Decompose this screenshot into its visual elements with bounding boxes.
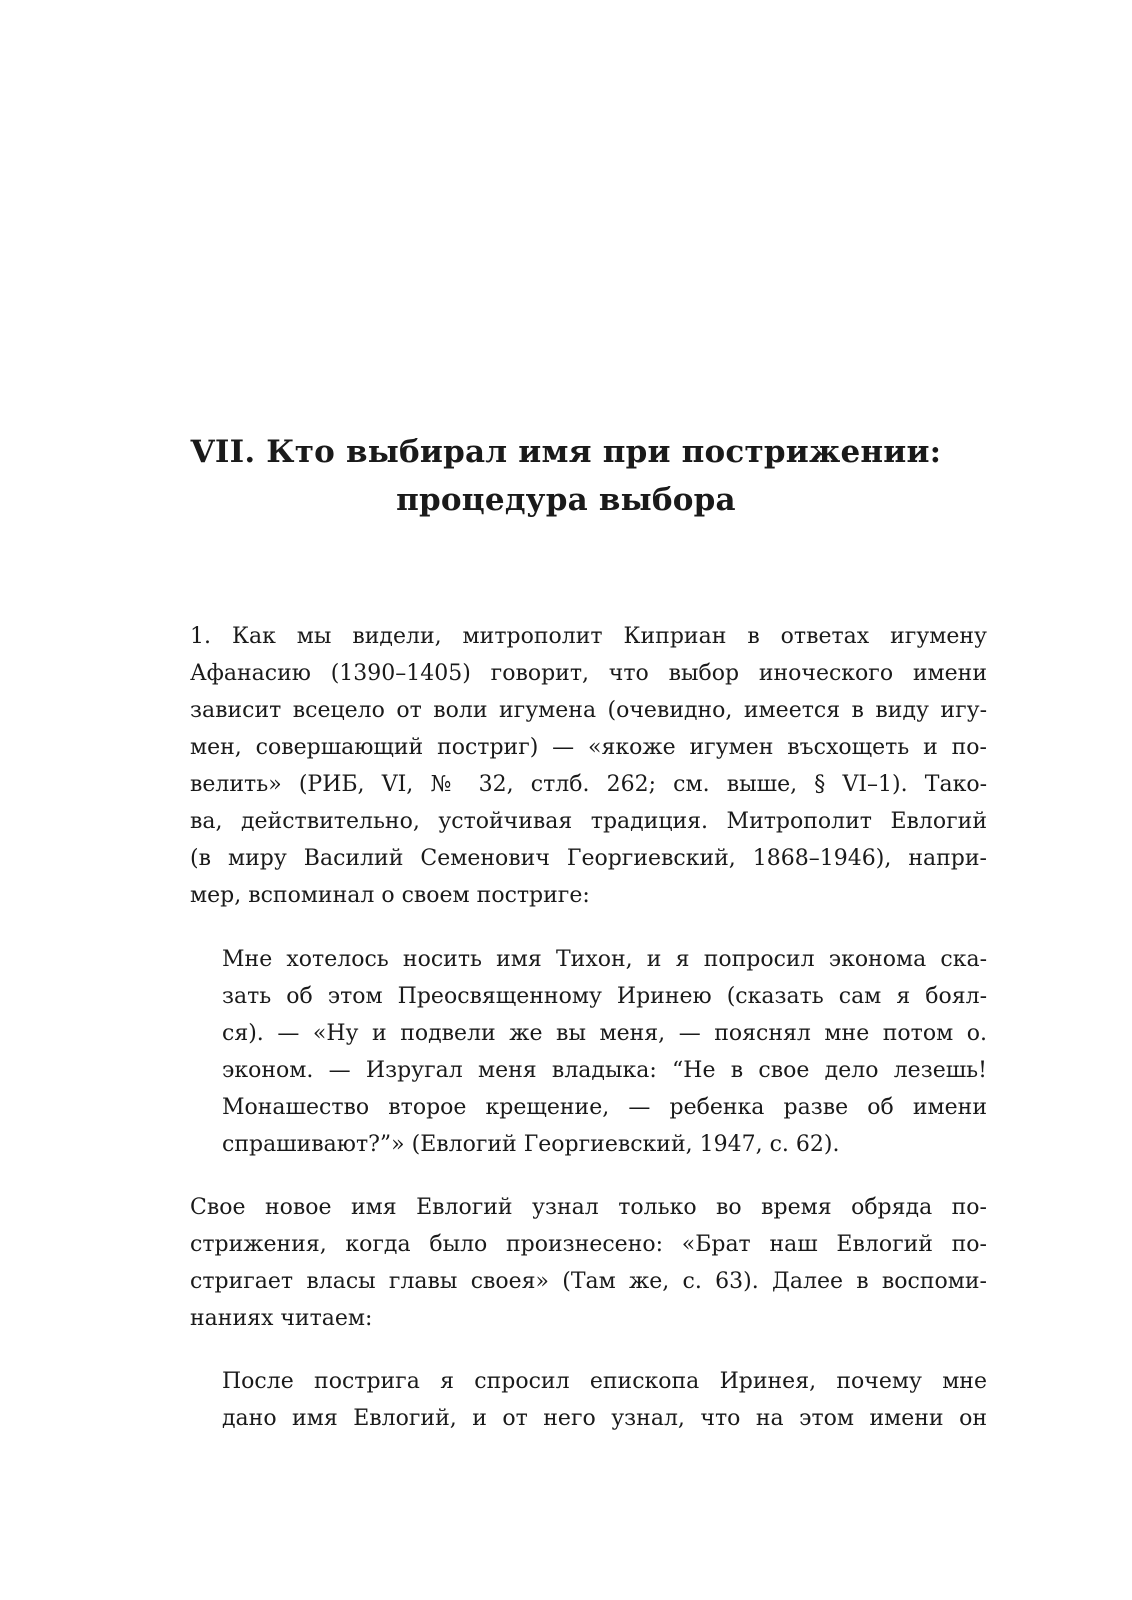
block-quote-2 (222, 1363, 987, 1437)
text-line: велить» (РИБ, VI, № 32, стлб. 262; см. выше, § VI–1). Тако- (190, 772, 987, 797)
text-line: наниях читаем: (190, 1306, 373, 1331)
quote-line: ся). — «Ну и подвели же вы меня, — пояснял мне потом о. (222, 1021, 987, 1046)
quote-line: Мне хотелось носить имя Тихон, и я попросил эконома ска- (222, 947, 987, 972)
quote-line: Монашество второе крещение, — ребенка разве об имени (222, 1095, 987, 1120)
text-line: зависит всецело от воли игумена (очевидно, имеется в виду игу- (190, 698, 987, 723)
block-quote-1 (222, 941, 987, 1163)
text-line: стригает власы главы своея» (Там же, с. 63). Далее в воспоми- (190, 1269, 987, 1294)
text-line: Свое новое имя Евлогий узнал только во время обряда по- (190, 1195, 987, 1220)
text-line: ва, действительно, устойчивая традиция. Митрополит Евлогий (190, 809, 987, 834)
chapter-title-line-1: VII. Кто выбирал имя при пострижении: (190, 434, 942, 470)
quote-line: дано имя Евлогий, и от него узнал, что на этом имени он (222, 1406, 987, 1431)
quote-line: зать об этом Преосвященному Иринею (сказать сам я боял- (222, 984, 987, 1009)
quote-line: После пострига я спросил епископа Иринея, почему мне (222, 1369, 987, 1394)
text-line: мен, совершающий постриг) — «якоже игумен въсхощеть и по- (190, 735, 987, 760)
paragraph-2 (171, 1189, 987, 1337)
quote-line: эконом. — Изругал меня владыка: “Не в свое дело лезешь! (222, 1058, 987, 1083)
chapter-title (0, 428, 1132, 524)
chapter-title-line-2: процедура выбора (396, 482, 736, 518)
text-line: Афанасию (1390–1405) говорит, что выбор иноческого имени (190, 661, 987, 686)
text-line: мер, вспоминал о своем постриге: (190, 883, 590, 908)
text-line: 1. Как мы видели, митрополит Киприан в ответах игумену (190, 624, 987, 649)
quote-line: спрашивают?”» (Евлогий Георгиевский, 1947, с. 62). (222, 1132, 840, 1157)
text-line: (в миру Василий Семенович Георгиевский, 1868–1946), напри- (190, 846, 987, 871)
paragraph-1 (171, 618, 987, 914)
text-line: стрижения, когда было произнесено: «Брат наш Евлогий по- (190, 1232, 987, 1257)
